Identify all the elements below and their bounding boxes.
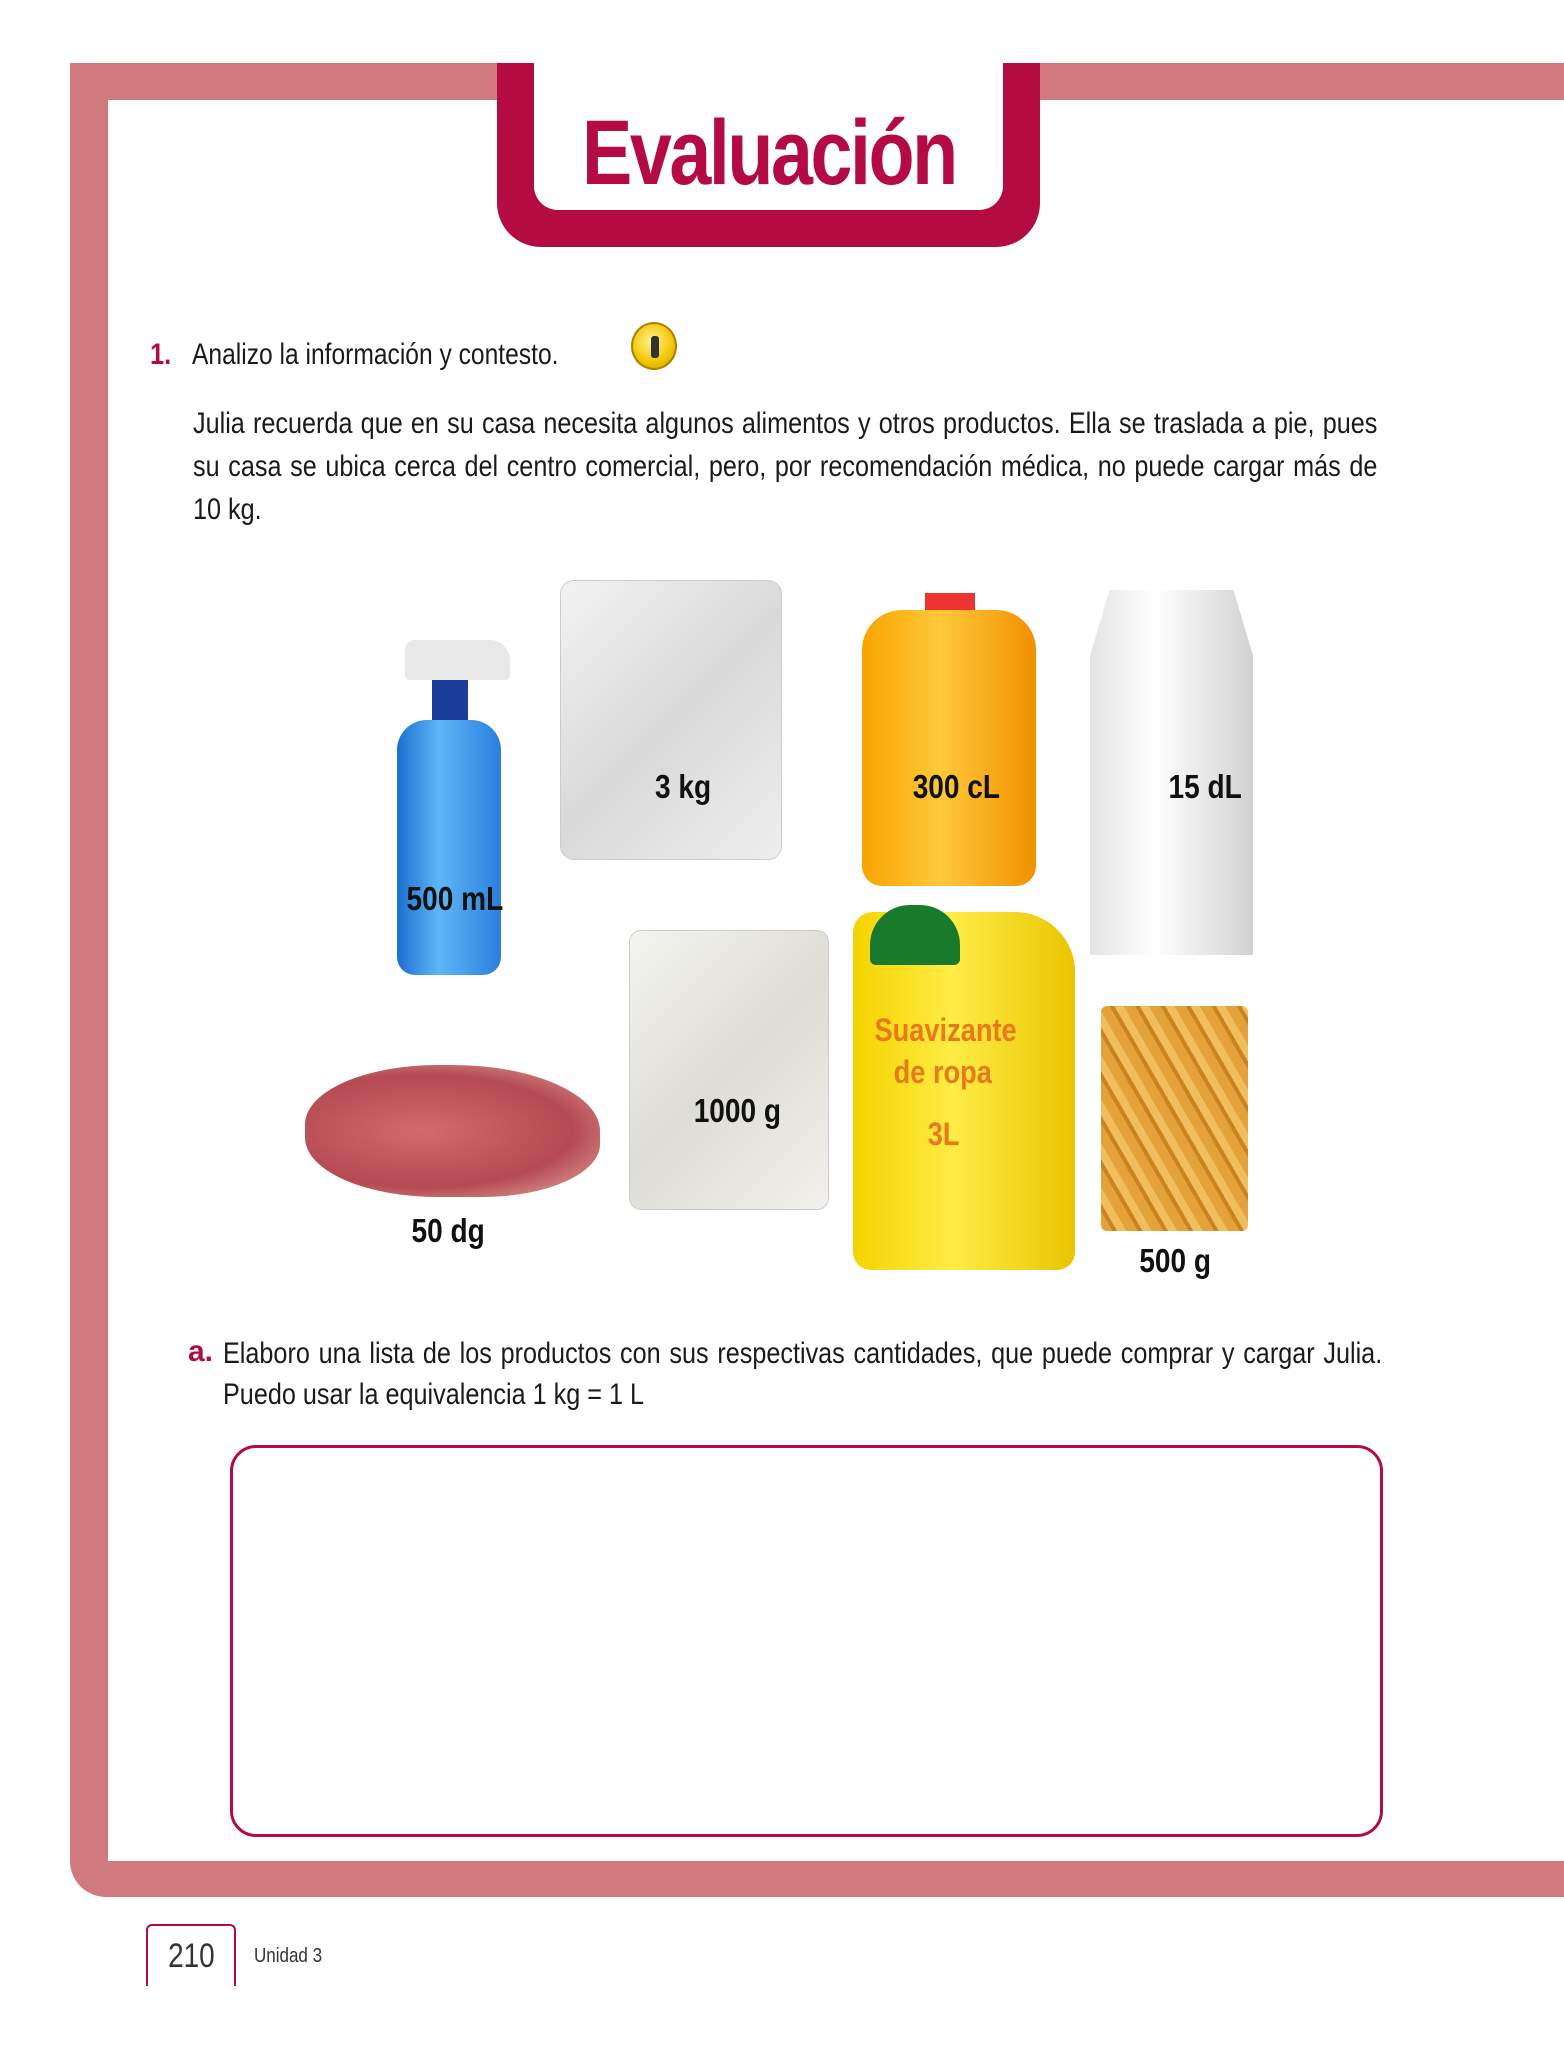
softener-quantity: 3L [927,1116,960,1152]
milk-label: 15 dL [1168,768,1242,805]
oil-label: 300 cL [912,768,1001,805]
spray-bottle [397,720,501,975]
softener-label-line1: Suavizante [874,1012,1017,1048]
lightbulb-icon [631,322,677,370]
question-paragraph: Julia recuerda que en su casa necesita algunos alimentos y otros productos. Ella se traslada a pie, pues su casa se ubica cerca del centro comercial, pero, por recomendación médica, no puede cargar más de 10 kg. [193,407,1378,526]
answer-box[interactable] [230,1445,1383,1837]
page-frame-left [70,63,108,1897]
product-meat [305,1065,600,1197]
spray-label: 500 mL [406,880,504,917]
pasta-label: 500 g [1139,1242,1212,1279]
question-instruction: Analizo la información y contesto. [192,338,559,371]
product-pasta-bag [1101,1006,1248,1231]
product-rice-bag [629,930,829,1210]
title-tab-inner [534,63,1003,210]
spray-neck [432,680,468,725]
sugar-label: 3 kg [654,768,712,805]
page-number-box [146,1924,236,1986]
page-frame-bottom [70,1861,1564,1897]
rice-label: 1000 g [693,1092,782,1129]
unit-label: Unidad 3 [254,1945,323,1967]
softener-label-line2: de ropa [893,1054,992,1090]
page-number: 210 [167,1936,215,1975]
product-oil-jug [862,610,1036,886]
page-title: Evaluación [581,102,956,204]
question-number: 1. [150,338,172,371]
product-sugar-bag [560,580,782,860]
spray-trigger [405,640,510,680]
item-a-text: Elaboro una lista de los productos con sus respectivas cantidades, que puede comprar y cargar Julia. Puedo usar la equivalencia 1 kg = 1 L [223,1337,1383,1411]
item-a-letter: a. [188,1335,214,1368]
meat-label: 50 dg [411,1212,485,1249]
product-fabric-softener [853,912,1075,1270]
